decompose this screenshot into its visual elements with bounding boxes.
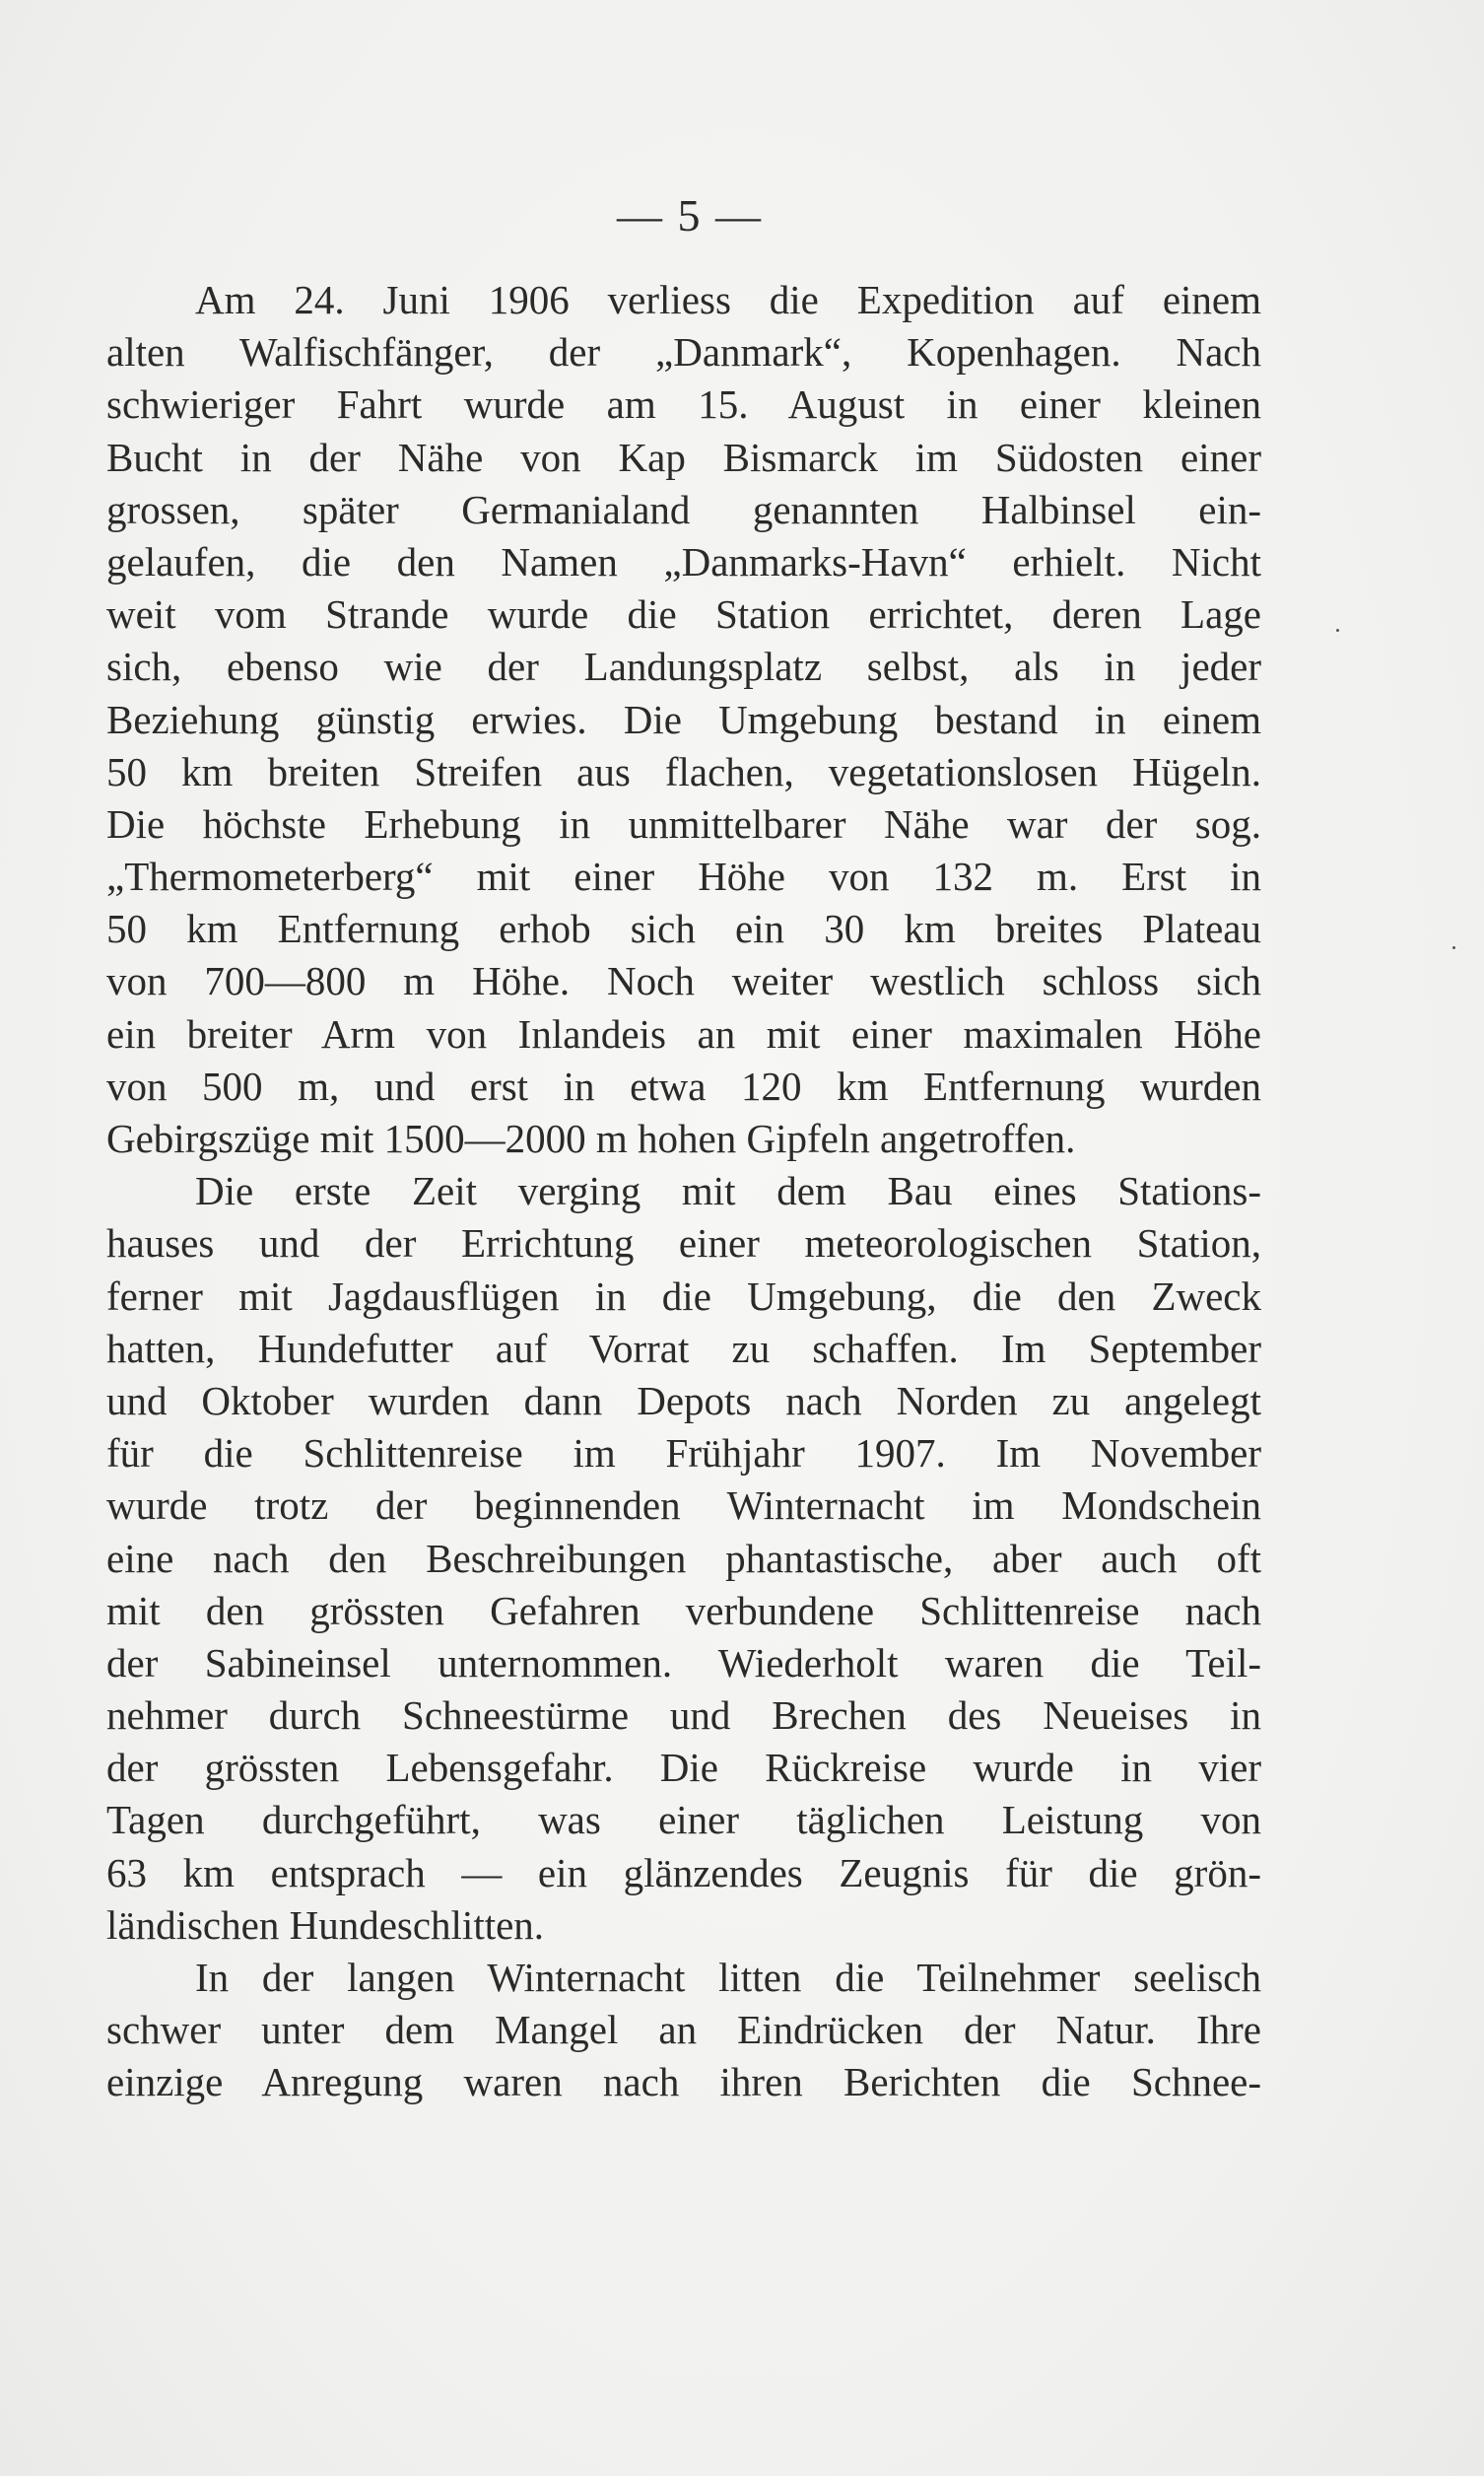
- text-line: „Thermometerberg“ mit einer Höhe von 132 m. Erst in: [106, 854, 1261, 900]
- text-line: grossen, später Germanialand genannten Halbinsel ein-: [106, 486, 1261, 532]
- paper-speck: [1336, 629, 1339, 632]
- text-line: Tagen durchgeführt, was einer täglichen Leistung von: [106, 1797, 1261, 1843]
- text-line: der grössten Lebensgefahr. Die Rückreise wurde in vier: [106, 1745, 1261, 1791]
- text-line: von 500 m, und erst in etwa 120 km Entfernung wurden: [106, 1063, 1261, 1109]
- text-line: weit vom Strande wurde die Station errichtet, deren Lage: [106, 591, 1261, 638]
- text-line: Die erste Zeit verging mit dem Bau eines Stations-: [195, 1168, 1261, 1214]
- text-line: ein breiter Arm von Inlandeis an mit einer maximalen Höhe: [106, 1010, 1261, 1057]
- text-line: Beziehung günstig erwies. Die Umgebung bestand in einem: [106, 696, 1261, 742]
- text-line: der Sabineinsel unternommen. Wiederholt waren die Teil-: [106, 1639, 1261, 1685]
- text-line: nehmer durch Schneestürme und Brechen des Neueises in: [106, 1692, 1261, 1739]
- text-line: 50 km Entfernung erhob sich ein 30 km breites Plateau: [106, 906, 1261, 952]
- text-line: sich, ebenso wie der Landungsplatz selbst, als in jeder: [106, 644, 1261, 690]
- text-line: alten Walfischfänger, der „Danmark“, Kopenhagen. Nach: [106, 329, 1261, 376]
- page-number: — 5 —: [617, 190, 763, 241]
- text-line: Gebirgszüge mit 1500—2000 m hohen Gipfeln angetroffen.: [106, 1116, 1076, 1161]
- text-line: hauses und der Errichtung einer meteorologischen Station,: [106, 1220, 1261, 1267]
- text-line: In der langen Winternacht litten die Teilnehmer seelisch: [195, 1955, 1261, 2000]
- text-line: ferner mit Jagdausflügen in die Umgebung, die den Zweck: [106, 1272, 1261, 1319]
- text-line: und Oktober wurden dann Depots nach Norden zu angelegt: [106, 1377, 1261, 1423]
- text-line: eine nach den Beschreibungen phantastische, aber auch oft: [106, 1535, 1261, 1581]
- text-line: schwer unter dem Mangel an Eindrücken der Natur. Ihre: [106, 2007, 1261, 2053]
- text-line: 50 km breiten Streifen aus flachen, vegetationslosen Hügeln.: [106, 748, 1261, 794]
- text-line: gelaufen, die den Namen „Danmarks-Havn“ erhielt. Nicht: [106, 538, 1261, 585]
- text-line: einzige Anregung waren nach ihren Berichten die Schnee-: [106, 2059, 1261, 2105]
- text-line: mit den grössten Gefahren verbundene Schlittenreise nach: [106, 1587, 1261, 1633]
- text-line: ländischen Hundeschlitten.: [106, 1901, 545, 1948]
- text-line: wurde trotz der beginnenden Winternacht im Mondschein: [106, 1482, 1261, 1529]
- text-line: Bucht in der Nähe von Kap Bismarck im Südosten einer: [106, 434, 1261, 480]
- text-line: von 700—800 m Höhe. Noch weiter westlich schloss sich: [106, 958, 1261, 1004]
- body-text: [106, 274, 1261, 2109]
- text-line: für die Schlittenreise im Frühjahr 1907. Im November: [106, 1430, 1261, 1477]
- text-line: Am 24. Juni 1906 verliess die Expedition auf einem: [195, 277, 1261, 322]
- text-line: Die höchste Erhebung in unmittelbarer Nähe war der sog.: [106, 800, 1261, 847]
- paper-speck: [1452, 946, 1455, 949]
- text-line: schwieriger Fahrt wurde am 15. August in einer kleinen: [106, 381, 1261, 428]
- text-line: 63 km entsprach — ein glänzendes Zeugnis für die grön-: [106, 1849, 1261, 1895]
- text-line: hatten, Hundefutter auf Vorrat zu schaffen. Im September: [106, 1325, 1261, 1371]
